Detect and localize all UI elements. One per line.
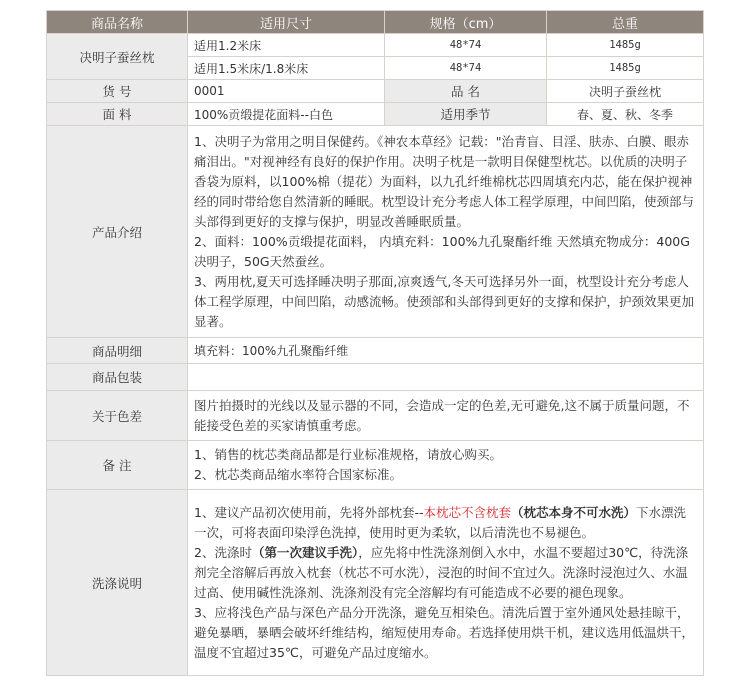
table-header-row (47, 11, 704, 34)
fabric-row (47, 103, 704, 126)
size-1-spec: 48*74 (385, 34, 547, 57)
fabric-value: 100%贡缎提花面料--白色 (188, 103, 385, 126)
size-2-weight: 1485g (547, 57, 704, 80)
wash-p1-warning: 本枕芯不含枕套 (423, 504, 511, 520)
intro-paragraph-3: 3、两用枕,夏天可选择睡决明子那面,凉爽透气,冬天可选择另外一面，枕型设计充分考虑人体工程学原理，中间凹陷，动感流畅。使颈部和头部得到更好的支撑和保护，护颈效果更加显著。 (194, 273, 695, 329)
item-no-label: 货 号 (47, 80, 188, 103)
intro-row (47, 126, 704, 338)
size-2-bed: 适用1.5米床/1.8米床 (188, 57, 385, 80)
notes-label: 备 注 (47, 441, 188, 490)
fabric-label: 面 料 (47, 103, 188, 126)
header-size: 适用尺寸 (188, 11, 385, 34)
wash-paragraph-3: 3、应将浅色产品与深色产品分开洗涤，避免互相染色。清洗后置于室外通风处悬挂晾干，避免暴晒，暴晒会破坏纤维结构，缩短使用寿命。若选择使用烘干机，建议选用低温烘干，温度不宜超过35℃，可避免产品过度缩水。 (194, 604, 695, 660)
product-name-cell: 决明子蚕丝枕 (47, 34, 188, 80)
package-label: 商品包装 (47, 364, 188, 391)
detail-value: 填充料：100%九孔聚酯纤维 (188, 338, 704, 364)
notes-row (47, 441, 704, 490)
size-2-spec: 48*74 (385, 57, 547, 80)
wash-p1-end: 下水漂洗一次，可将表面印染浮色洗掉，使用时更为柔软，以后清洗也不易褪色。 (194, 504, 687, 540)
color-label: 关于色差 (47, 391, 188, 441)
header-weight: 总重 (547, 11, 704, 34)
wash-p1-bold: （枕芯本身不可水洗） (511, 504, 637, 520)
size-row-1 (47, 34, 704, 57)
wash-label: 洗涤说明 (47, 490, 188, 676)
header-product-name: 商品名称 (47, 11, 188, 34)
intro-label: 产品介绍 (47, 126, 188, 338)
detail-row (47, 338, 704, 364)
color-row (47, 391, 704, 441)
intro-text (188, 126, 704, 338)
wash-text (188, 490, 704, 676)
item-no-row (47, 80, 704, 103)
package-value (188, 364, 704, 391)
wash-paragraph-1 (194, 503, 697, 543)
wash-row (47, 490, 704, 676)
detail-label: 商品明细 (47, 338, 188, 364)
wash-p2-start: 2、洗涤时 (194, 544, 252, 560)
season-label: 适用季节 (385, 103, 547, 126)
wash-p2-end: ，应先将中性洗涤剂倒入水中，水温不要超过30℃，待洗涤剂完全溶解后再放入枕套（枕芯不可水洗），浸泡的时间不宜过久。洗涤时浸泡过久、水温过高、使用碱性洗涤剂、洗涤剂没有完全溶解均有可能造成不必要的褪色现象。 (194, 544, 689, 600)
item-no-value: 0001 (188, 80, 385, 103)
notes-paragraph-1: 1、销售的枕芯类商品都是行业标准规格，请放心购买。 (194, 447, 502, 462)
intro-paragraph-2: 2、面料：100%贡缎提花面料， 内填充料：100%九孔聚酯纤维 天然填充物成分：400G决明子，50G天然蚕丝。 (194, 233, 690, 269)
intro-paragraph-1: 1、决明子为常用之明目保健药。《神农本草经》记载："治青盲、目淫、肤赤、白膜、眼赤痛泪出。"对视神经有良好的保护作用。决明子枕是一款明目保健型枕芯。以优质的决明子香袋为原料，以100%棉（提花）为面料，以九孔纤维棉枕芯四周填充内芯，能在保护视神经的同时带给您自然清新的睡眠。枕型设计充分考虑人体工程学原理，中间凹陷，使颈部与头部得到更好的支撑与保护，明显改善睡眠质量。 (194, 133, 695, 229)
notes-paragraph-2: 2、枕芯类商品缩水率符合国家标准。 (194, 467, 402, 482)
wash-paragraph-2 (194, 543, 697, 603)
header-spec: 规格（cm） (385, 11, 547, 34)
package-row (47, 364, 704, 391)
size-1-bed: 适用1.2米床 (188, 34, 385, 57)
notes-text (188, 441, 704, 490)
size-1-weight: 1485g (547, 34, 704, 57)
wash-p1-start: 1、建议产品初次使用前，先将外部枕套-- (194, 504, 424, 520)
item-name-value: 决明子蚕丝枕 (547, 80, 704, 103)
item-name-label: 品 名 (385, 80, 547, 103)
wash-p2-bold: （第一次建议手洗） (251, 544, 359, 560)
season-value: 春、夏、秋、冬季 (547, 103, 704, 126)
color-value: 图片拍摄时的光线以及显示器的不同，会造成一定的色差,无可避免,这不属于质量问题，不能接受色差的买家请慎重考虑。 (188, 391, 704, 441)
product-spec-table (46, 10, 704, 676)
